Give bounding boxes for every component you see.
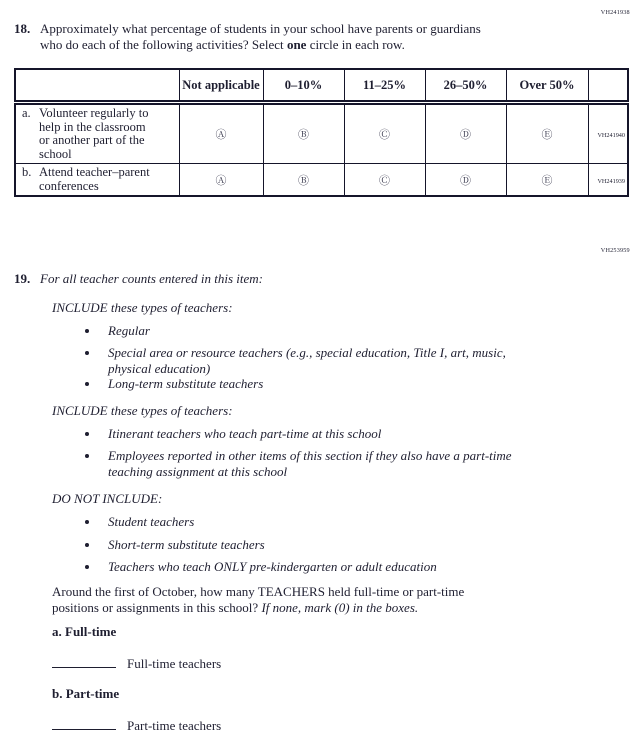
response-circle-b-11-25[interactable]: Ⓒ [344, 164, 425, 197]
response-circle-b-26-50[interactable]: Ⓓ [425, 164, 506, 197]
part-time-label: b. Part-time [52, 686, 120, 701]
list-item: Special area or resource teachers (e.g., special education, Title I, art, music, physical education) [85, 345, 585, 377]
response-circle-b-0-10[interactable]: Ⓑ [263, 164, 344, 197]
do-not-include-heading: DO NOT INCLUDE: [52, 491, 163, 506]
table-row-a [15, 103, 628, 164]
question-18-text-line1: Approximately what percentage of students in your school have parents or guardians [40, 21, 481, 36]
question-18-number: 18. [14, 21, 31, 36]
item-code-q19: VH253959 [600, 247, 630, 254]
item-code-q18: VH241938 [600, 9, 630, 16]
row-b-label: b. Attend teacher–parent conferences [15, 164, 179, 197]
q18-response-table [14, 68, 629, 197]
full-time-label: a. Full-time [52, 624, 117, 639]
full-time-entry-row [52, 655, 221, 672]
bullet-icon [85, 382, 89, 386]
bullet-icon [85, 543, 89, 547]
header-26-50: 26–50% [425, 69, 506, 103]
row-a-code-cell [588, 103, 628, 164]
item-code-row-a: VH241940 [596, 132, 625, 139]
question-19-number: 19. [14, 271, 31, 286]
header-empty-cell [15, 69, 179, 103]
response-circle-b-not-applicable[interactable]: Ⓐ [179, 164, 263, 197]
table-row-b [15, 164, 628, 197]
bullet-icon [85, 565, 89, 569]
bullet-icon [85, 329, 89, 333]
header-0-10: 0–10% [263, 69, 344, 103]
list-item: Itinerant teachers who teach part-time at this school [85, 426, 585, 442]
list-item: Regular [85, 323, 585, 339]
part-time-caption: Part-time teachers [127, 718, 222, 733]
bullet-icon [85, 351, 89, 355]
list-item: Short-term substitute teachers [85, 537, 585, 553]
table-header-row [15, 69, 628, 103]
header-11-25: 11–25% [344, 69, 425, 103]
part-time-entry-row [52, 717, 221, 734]
bullet-icon [85, 454, 89, 458]
response-circle-b-over-50[interactable]: Ⓔ [506, 164, 588, 197]
list-item: Long-term substitute teachers [85, 376, 585, 392]
list-item: Teachers who teach ONLY pre-kindergarten or adult education [85, 559, 585, 575]
row-a-label: a. Volunteer regularly to help in the classroom or another part of the school [15, 103, 179, 164]
header-over-50: Over 50% [506, 69, 588, 103]
full-time-fill-in-blank[interactable] [52, 655, 116, 668]
list-item: Employees reported in other items of this section if they also have a part-time teaching assignment at this school [85, 448, 585, 480]
response-circle-a-not-applicable[interactable]: Ⓐ [179, 103, 263, 164]
item-code-row-b: VH241939 [596, 177, 625, 185]
response-circle-a-26-50[interactable]: Ⓓ [425, 103, 506, 164]
list-item: Student teachers [85, 514, 585, 530]
question-19 [14, 271, 600, 287]
question-19-intro: For all teacher counts entered in this item: [40, 271, 263, 286]
response-circle-a-0-10[interactable]: Ⓑ [263, 103, 344, 164]
part-time-fill-in-blank[interactable] [52, 717, 116, 730]
question-18-text-line2: who do each of the following activities? Select one circle in each row. [40, 37, 405, 52]
header-code-cell [588, 69, 628, 103]
include-section-1-heading: INCLUDE these types of teachers: [52, 300, 233, 315]
header-not-applicable: Not applicable [179, 69, 263, 103]
bullet-icon [85, 520, 89, 524]
row-b-code-cell [588, 164, 628, 197]
full-time-caption: Full-time teachers [127, 656, 222, 671]
question-19-prompt: Around the first of October, how many TEACHERS held full-time or part-time positions or assignments in this school? If none, mark (0) in the boxes. [52, 584, 465, 615]
response-circle-a-11-25[interactable]: Ⓒ [344, 103, 425, 164]
response-circle-a-over-50[interactable]: Ⓔ [506, 103, 588, 164]
include-section-2-heading: INCLUDE these types of teachers: [52, 403, 233, 418]
question-18 [14, 21, 600, 53]
bullet-icon [85, 432, 89, 436]
